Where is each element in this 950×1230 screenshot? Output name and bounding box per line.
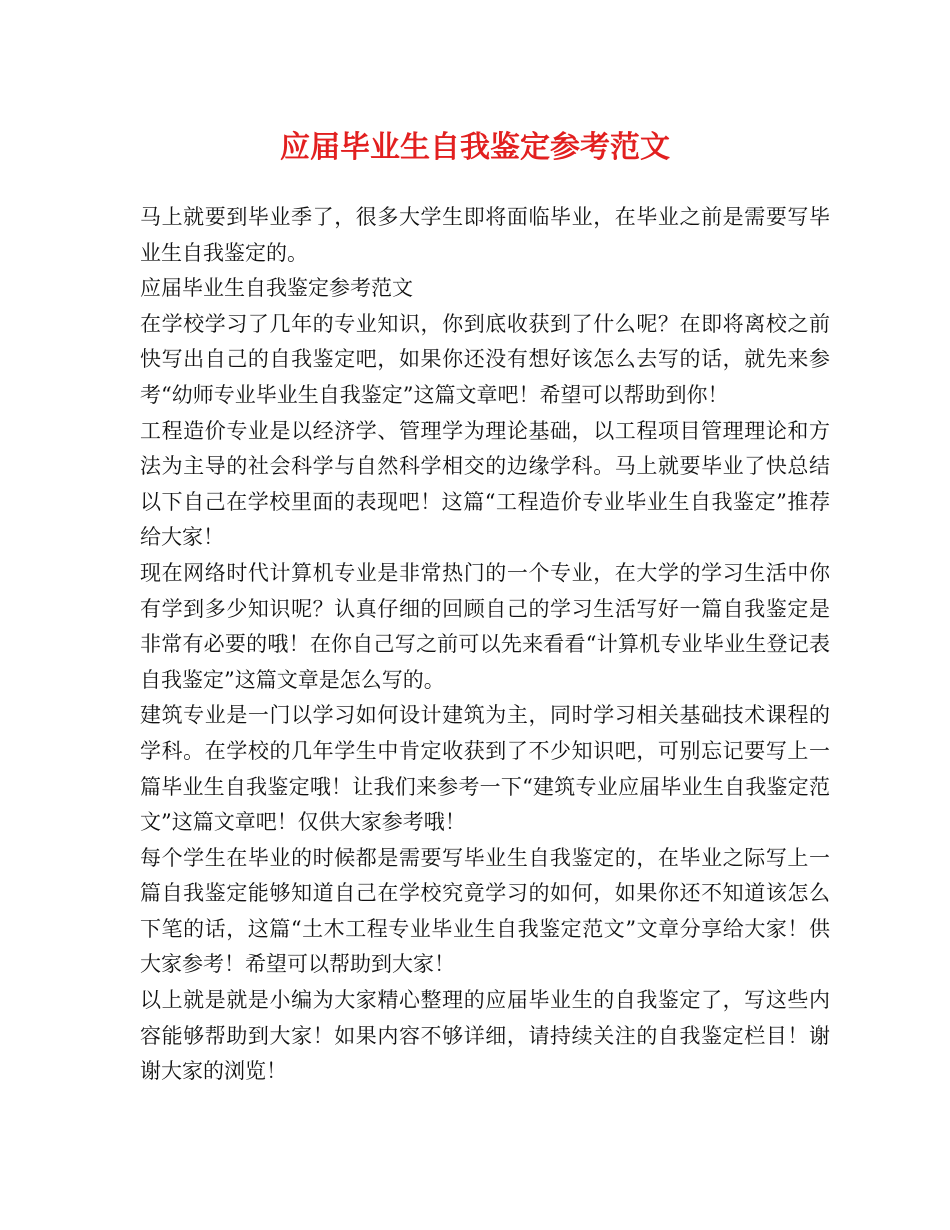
document-body bbox=[140, 200, 830, 1090]
paragraph-civil-engineering: 每个学生在毕业的时候都是需要写毕业生自我鉴定的，在毕业之际写上一篇自我鉴定能够知道自己在学校究竟学习的如何，如果你还不知道该怎么下笔的话，这篇“土木工程专业毕业生自我鉴定范文”文章分享给大家！供大家参考！希望可以帮助到大家！ bbox=[140, 845, 830, 977]
paragraph-intro: 马上就要到毕业季了，很多大学生即将面临毕业，在毕业之前是需要写毕业生自我鉴定的。 bbox=[140, 205, 830, 265]
paragraph-architecture: 建筑专业是一门以学习如何设计建筑为主，同时学习相关基础技术课程的学科。在学校的几年学生中肯定收获到了不少知识吧，可别忘记要写上一篇毕业生自我鉴定哦！让我们来参考一下“建筑专业应届毕业生自我鉴定范文”这篇文章吧！仅供大家参考哦！ bbox=[140, 703, 830, 835]
paragraph-closing: 以上就是就是小编为大家精心整理的应届毕业生的自我鉴定了，写这些内容能够帮助到大家！如果内容不够详细，请持续关注的自我鉴定栏目！谢谢大家的浏览！ bbox=[140, 988, 830, 1084]
paragraph-computer-science: 现在网络时代计算机专业是非常热门的一个专业，在大学的学习生活中你有学到多少知识呢？认真仔细的回顾自己的学习生活写好一篇自我鉴定是非常有必要的哦！在你自己写之前可以先来看看“计算机专业毕业生登记表自我鉴定”这篇文章是怎么写的。 bbox=[140, 560, 830, 692]
paragraph-subheading: 应届毕业生自我鉴定参考范文 bbox=[140, 276, 413, 301]
document-title: 应届毕业生自我鉴定参考范文 bbox=[280, 130, 670, 165]
paragraph-cost-engineering: 工程造价专业是以经济学、管理学为理论基础，以工程项目管理理论和方法为主导的社会科学与自然科学相交的边缘学科。马上就要毕业了快总结以下自己在学校里面的表现吧！这篇“工程造价专业毕业生自我鉴定”推荐给大家！ bbox=[140, 418, 830, 550]
paragraph-preschool: 在学校学习了几年的专业知识，你到底收获到了什么呢？在即将离校之前快写出自己的自我鉴定吧，如果你还没有想好该怎么去写的话，就先来参考“幼师专业毕业生自我鉴定”这篇文章吧！希望可以帮助到你！ bbox=[140, 311, 830, 407]
